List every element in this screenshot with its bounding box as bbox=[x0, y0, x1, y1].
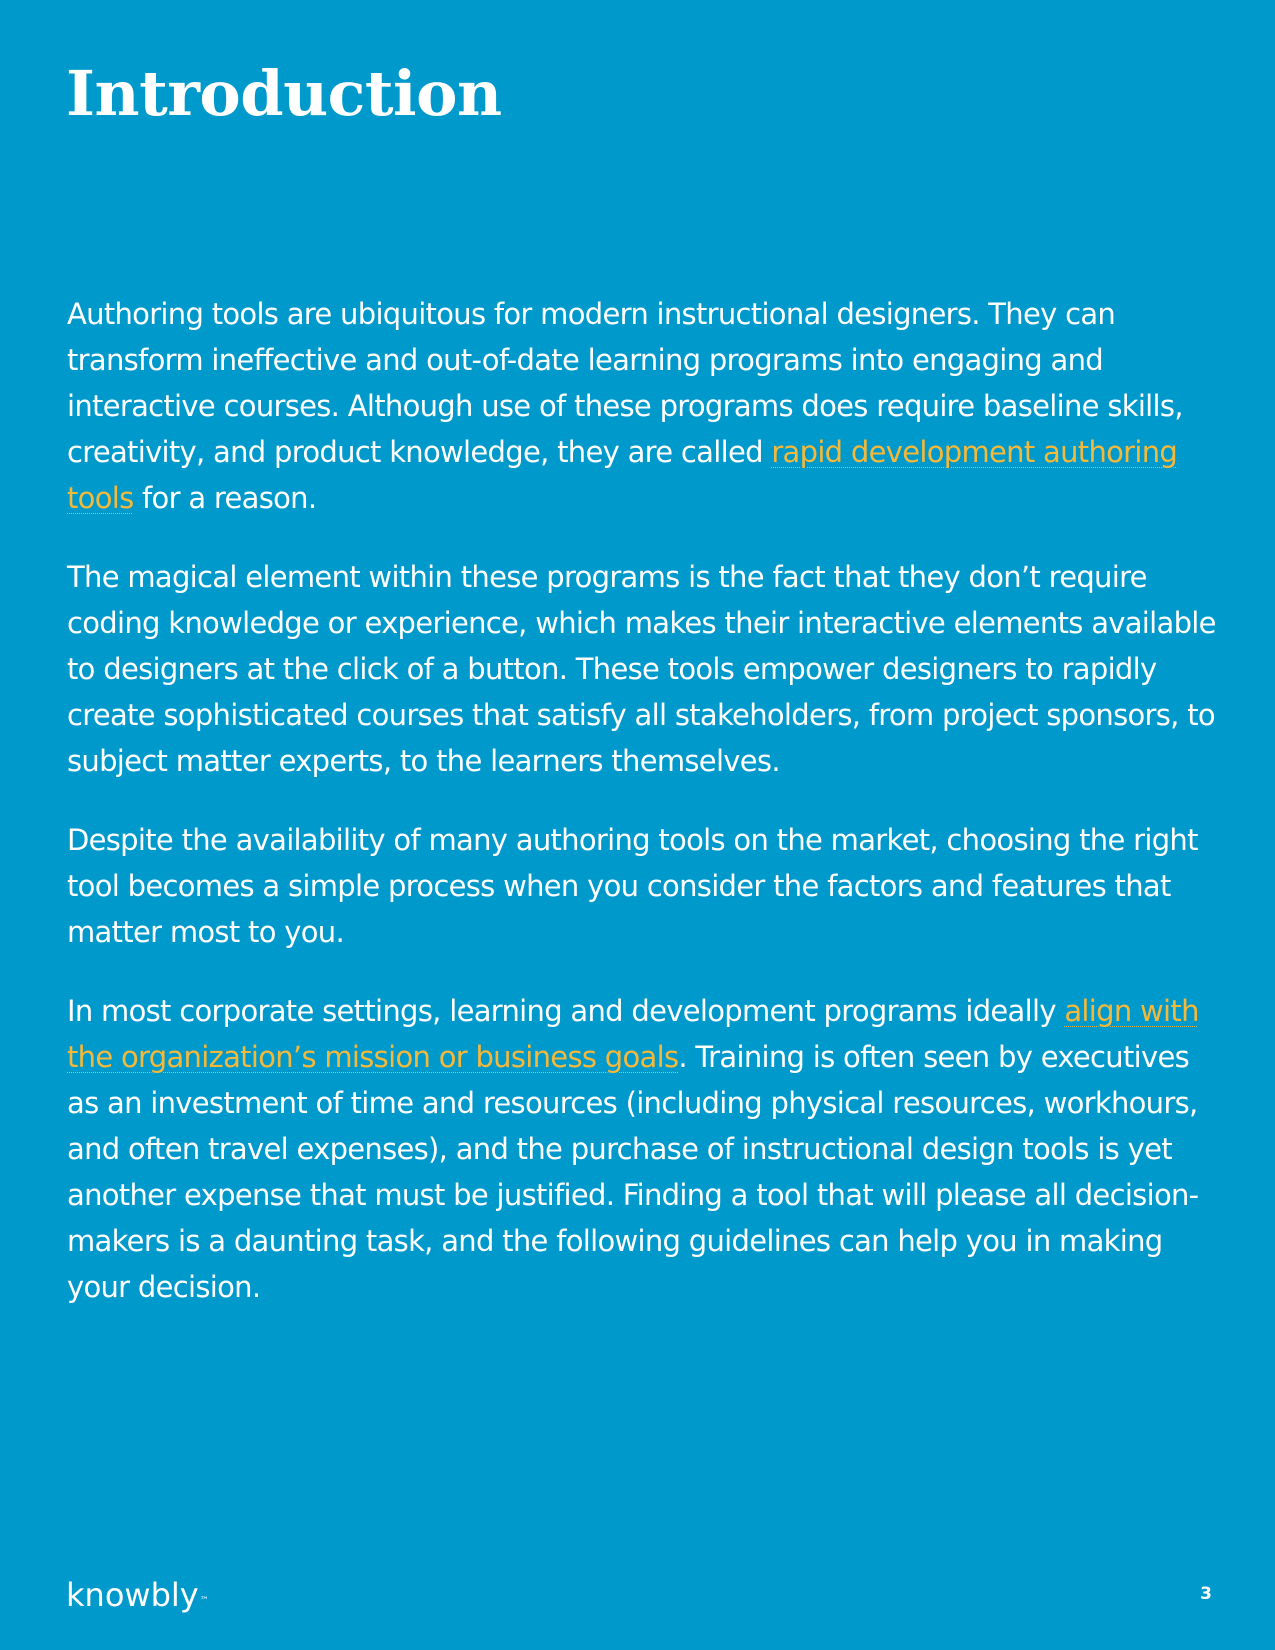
knowbly-logo bbox=[66, 1575, 208, 1615]
page-title: Introduction bbox=[66, 57, 502, 130]
trademark-mark: ™ bbox=[199, 1596, 209, 1606]
paragraph-4-text-before: In most corporate settings, learning and development programs ideally bbox=[67, 994, 1065, 1028]
logo-wordmark: knowbly bbox=[66, 1576, 199, 1614]
rapid-development-link[interactable]: rapid development authoring tools bbox=[67, 435, 1178, 515]
paragraph-4-text-after: . Training is often seen by executives as an investment of time and resources (including physical resources, workhours, and often travel expenses), and the purchase of instructional design tools is yet another expense that must be justified. Finding a tool that will please all decision-makers is a daunting task, and the following guidelines can help you in making your decision. bbox=[67, 1040, 1199, 1304]
body-text bbox=[67, 291, 1217, 1343]
page-number: 3 bbox=[1200, 1584, 1212, 1604]
paragraph-1 bbox=[67, 291, 1217, 521]
paragraph-1-text-before: Authoring tools are ubiquitous for modern instructional designers. They can transform ineffective and out-of-date learning programs into engaging and interactive courses. Although use of these programs does require baseline skills, creativity, and product knowledge, they are called bbox=[67, 297, 1183, 469]
paragraph-3: Despite the availability of many authoring tools on the market, choosing the right tool becomes a simple process when you consider the factors and features that matter most to you. bbox=[67, 823, 1198, 949]
business-goals-link[interactable]: align with the organization’s mission or business goals bbox=[67, 994, 1199, 1074]
paragraph-2: The magical element within these programs is the fact that they don’t require coding knowledge or experience, which makes their interactive elements available to designers at the click of a button. These tools empower designers to rapidly create sophisticated courses that satisfy all stakeholders, from project sponsors, to subject matter experts, to the learners themselves. bbox=[67, 560, 1216, 778]
paragraph-1-text-after: for a reason. bbox=[133, 481, 317, 515]
paragraph-4 bbox=[67, 988, 1217, 1310]
